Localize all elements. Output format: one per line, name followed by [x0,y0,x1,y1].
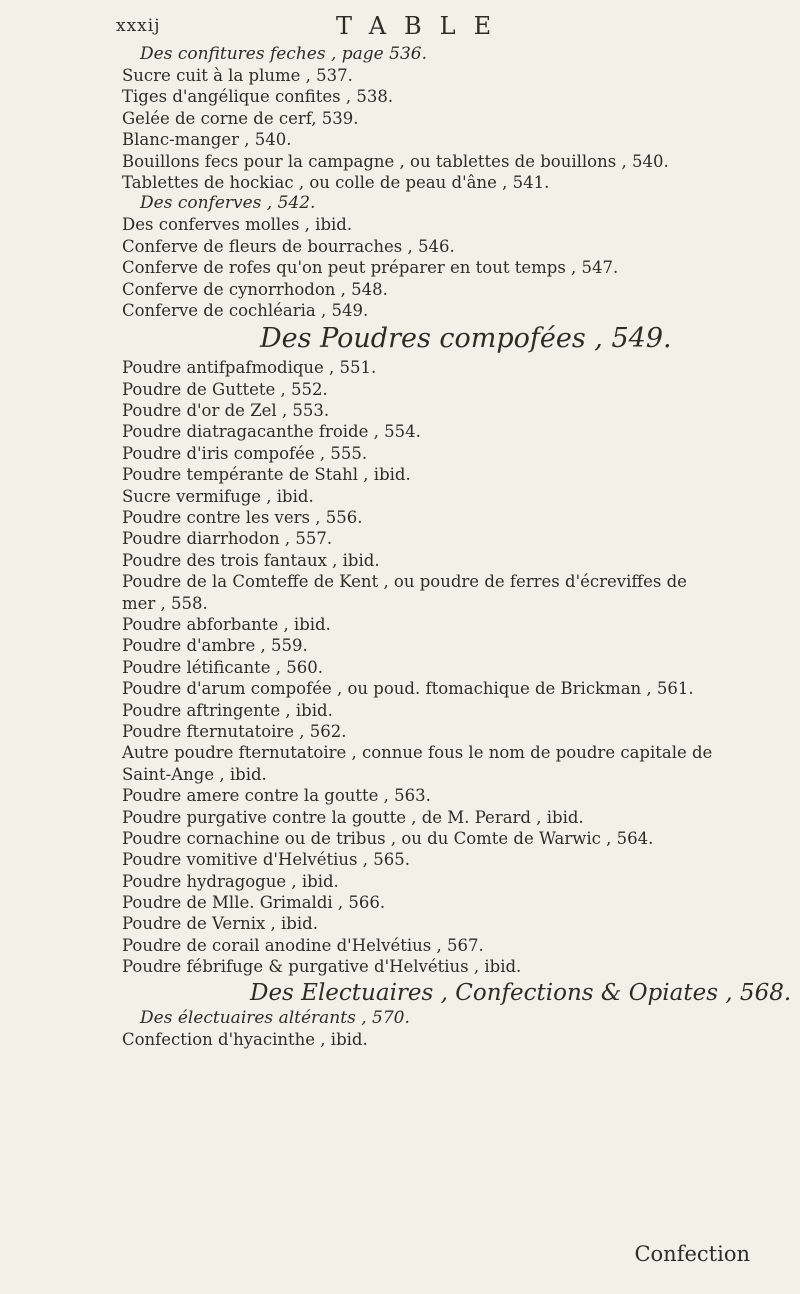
toc-entry: Poudre létificante , 560. [122,657,323,677]
toc-entry: Autre poudre fternutatoire , connue fous le nom de poudre capitale de [122,743,713,763]
toc-entry: Poudre abforbante , ibid. [122,614,331,634]
toc-entry: Conferve de fleurs de bourraches , 546. [122,236,455,256]
toc-entry: Poudre d'ambre , 559. [122,636,308,656]
folio: xxxij [116,16,161,36]
toc-entry: Poudre fternutatoire , 562. [122,721,347,741]
toc-entry: Poudre aftringente , ibid. [122,700,333,720]
toc-entry: Sucre vermifuge , ibid. [122,486,314,506]
toc-entry: Poudre purgative contre la goutte , de M. Perard , ibid. [122,807,584,827]
running-title: TABLE [336,12,510,40]
entry-continuation: mer , 558. [122,593,208,613]
toc-entry: Poudre d'iris compofée , 555. [122,443,368,463]
toc-entry: Des conferves molles , ibid. [122,215,353,235]
toc-entry: Poudre des trois fantaux , ibid. [122,550,380,570]
toc-entry: Poudre fébrifuge & purgative d'Helvétius , ibid. [122,957,522,977]
toc-entry: Poudre diarrhodon , 557. [122,529,333,549]
toc-entry: Poudre diatragacanthe froide , 554. [122,422,421,442]
toc-entry: Conferve de rofes qu'on peut préparer en tout temps , 547. [122,258,619,278]
entry-continuation: Saint-Ange , ibid. [122,764,267,784]
toc-entry: Poudre de corail anodine d'Helvétius , 567. [122,935,484,955]
toc-entry: Poudre hydragogue , ibid. [122,871,339,891]
toc-entry: Poudre tempérante de Stahl , ibid. [122,465,411,485]
catchword: Confection [634,1242,750,1266]
toc-entry: Poudre de Mlle. Grimaldi , 566. [122,893,386,913]
section-heading: Des Electuaires , Confections & Opiates , 568. [250,979,792,1006]
toc-entry: Blanc-manger , 540. [122,130,292,150]
toc-entry: Tablettes de hockiac , ou colle de peau d'âne , 541. [122,172,550,192]
toc-entry: Confection d'hyacinthe , ibid. [122,1029,368,1049]
toc-entry: Poudre vomitive d'Helvétius , 565. [122,850,410,870]
page-header [116,12,716,42]
toc-entry: Poudre de la Comteffe de Kent , ou poudre de ferres d'écreviffes de [122,572,687,592]
subsection-heading: Des conferves , 542. [140,193,316,214]
subsection-heading: Des électuaires altérants , 570. [140,1007,410,1028]
toc-entry: Poudre de Guttete , 552. [122,379,328,399]
toc-entry: Gelée de corne de cerf, 539. [122,108,359,128]
section-heading: Des Poudres compofées , 549. [260,323,672,355]
toc-entry: Poudre amere contre la goutte , 563. [122,786,431,806]
toc-entry: Poudre d'arum compofée , ou poud. ftomachique de Brickman , 561. [122,679,694,699]
toc-entry: Tiges d'angélique confites , 538. [122,87,394,107]
toc-entry: Poudre antifpafmodique , 551. [122,358,377,378]
toc-entry: Bouillons fecs pour la campagne , ou tablettes de bouillons , 540. [122,151,669,171]
toc-entry: Poudre contre les vers , 556. [122,508,363,528]
table-of-contents [122,44,792,1050]
toc-entry: Poudre cornachine ou de tribus , ou du Comte de Warwic , 564. [122,828,654,848]
toc-entry: Sucre cuit à la plume , 537. [122,66,353,85]
toc-entry: Poudre d'or de Zel , 553. [122,401,330,421]
toc-entry: Conferve de cochléaria , 549. [122,300,369,320]
subsection-heading: Des confitures feches , page 536. [140,44,427,64]
toc-entry: Conferve de cynorrhodon , 548. [122,279,388,299]
toc-entry: Poudre de Vernix , ibid. [122,914,318,934]
